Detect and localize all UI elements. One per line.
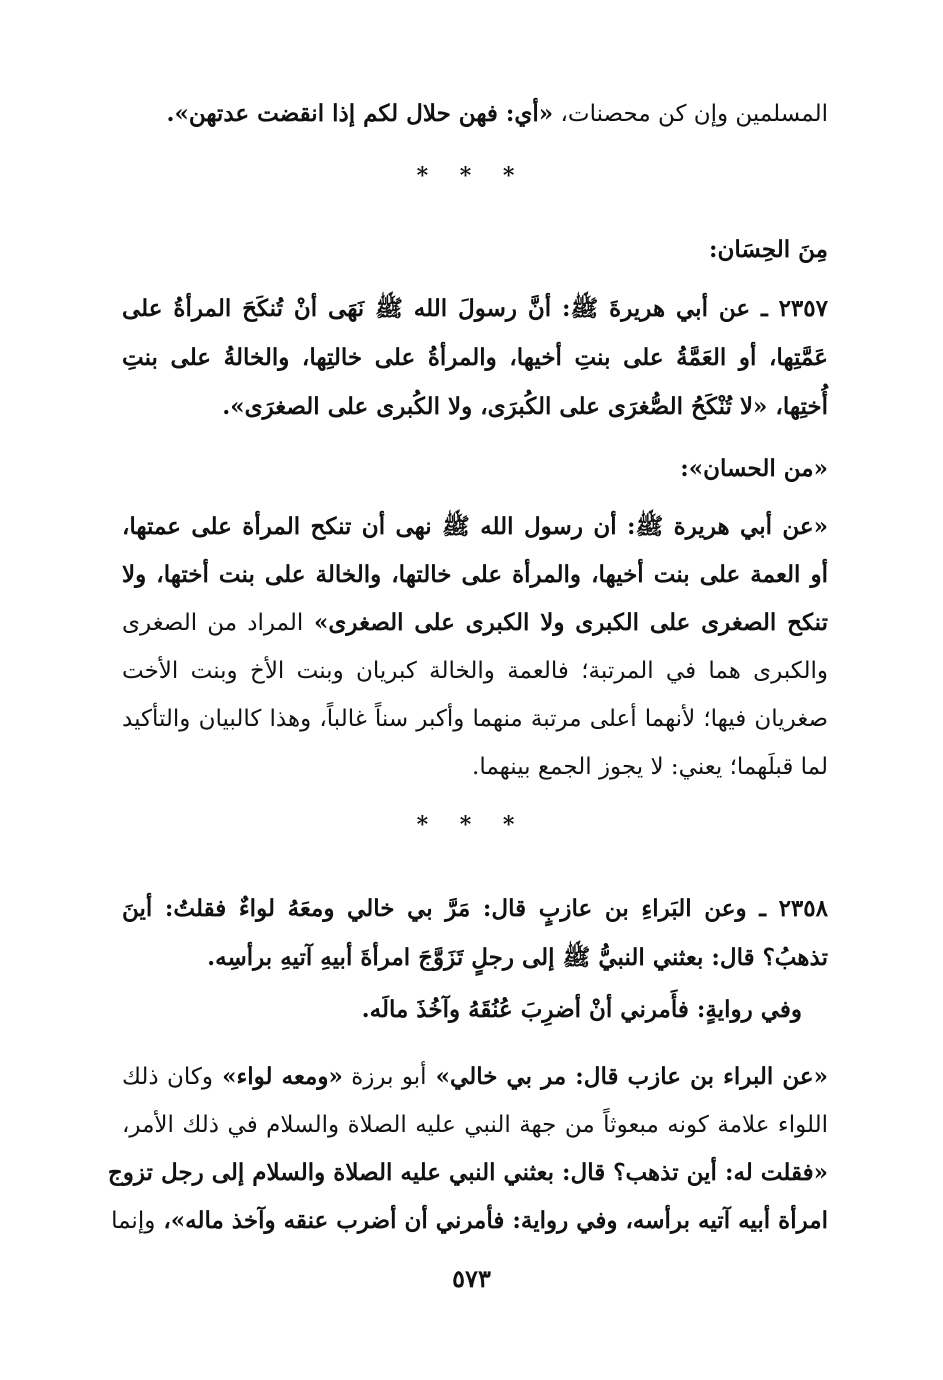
hadith-line: عَمَّتِها، أو العَمَّةُ على بنتِ أخيها، والمرأةُ على خالتِها، والخالةُ على بنتِ	[122, 344, 828, 371]
commentary-line	[122, 1055, 828, 1099]
section-separator: * * *	[416, 812, 527, 838]
hadith-line: ٢٣٥٧ ـ عن أبي هريرةَ ﷺ: أنَّ رسولَ الله ﷺ نَهَى أنْ تُنكَحَ المرأةُ على	[122, 295, 828, 322]
commentary-line	[122, 601, 828, 645]
commentary-line	[111, 1199, 828, 1243]
hadith-line: وفي روايةٍ: فأَمرني أنْ أضرِبَ عُنُقَهُ وآخُذَ مالَه.	[361, 996, 802, 1023]
commentary-line: «فقلت له: أين تذهب؟ قال: بعثني النبي عليه الصلاة والسلام إلى رجل تزوج	[107, 1159, 828, 1186]
text-span: المراد من الصغرى	[122, 610, 304, 636]
section-title: مِنَ الحِسَان:	[709, 236, 828, 263]
bold-text-span: امرأة أبيه آتيه برأسه، وفي رواية: فأمرني أن أضرب عنقه وآخذ ماله»،	[155, 1207, 828, 1234]
commentary-heading: «من الحسان»:	[680, 455, 828, 482]
text-line	[122, 92, 828, 136]
commentary-line: صغريان فيها؛ لأنهما أعلى مرتبة منهما وأكبر سناً غالباً، وهذا كالبيان والتأكيد	[122, 706, 828, 732]
bold-text-span: تنكح الصغرى على الكبرى ولا الكبرى على الصغرى»	[303, 609, 828, 636]
commentary-line: اللواء علامة كونه مبعوثاً من جهة النبي عليه الصلاة والسلام في ذلك الأمر،	[122, 1112, 828, 1138]
text-span: أبو برزة	[342, 1064, 427, 1090]
bold-text-span: «عن البراء بن عازب قال: مر بي خالي»	[426, 1063, 829, 1090]
page-number: ٥٧٣	[452, 1264, 491, 1293]
commentary-line: أو العمة على بنت أخيها، والمرأة على خالتها، والخالة على بنت أختها، ولا	[122, 561, 828, 588]
bold-text-span: «أي: فهن حلال لكم إذا انقضت عدتهن».	[166, 100, 554, 127]
hadith-line: ٢٣٥٨ ـ وعن البَراءِ بن عازبٍ قال: مَرَّ بي خالي ومعَهُ لواءٌ فقلتُ: أينَ	[122, 895, 828, 922]
commentary-line: والكبرى هما في المرتبة؛ فالعمة والخالة كبريان وبنت الأخ وبنت الأخت	[122, 658, 828, 684]
hadith-line: تذهبُ؟ قال: بعثني النبيُّ ﷺ إلى رجلٍ تَزَوَّجَ امرأةَ أبيهِ آتيهِ برأسِه.	[207, 944, 828, 971]
text-span: وكان ذلك	[122, 1064, 213, 1090]
commentary-line: لما قبلَهما؛ يعني: لا يجوز الجمع بينهما.	[472, 754, 828, 780]
text-span: وإنما	[111, 1208, 156, 1234]
text-span: المسلمين وإن كن محصنات،	[553, 101, 828, 127]
commentary-line: «عن أبي هريرة ﷺ: أن رسول الله ﷺ نهى أن تنكح المرأة على عمتها،	[122, 513, 828, 540]
bold-text-span: «ومعه لواء»	[212, 1063, 343, 1090]
hadith-line: أُختِها، «لا تُنْكَحُ الصُّغرَى على الكُبرَى، ولا الكُبرى على الصغرَى».	[222, 393, 828, 420]
section-separator: * * *	[416, 163, 527, 189]
